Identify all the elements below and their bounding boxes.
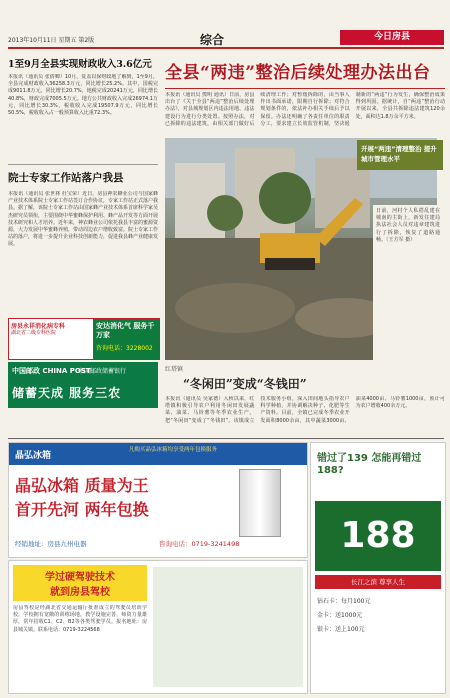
- ad-fridge-dealer: 经销地址：房县九州电器: [15, 540, 87, 548]
- section-title: 综合: [200, 33, 225, 47]
- main-article-body: 本报讯（通讯员 熊明 通讯）日前，房县出台了《关于全县“两违”整治后续处理办法》，对县城规划区内违法用地、违法建设行为进行分类处置。按照办法，对已拆除的违法建筑，由相关部门做好后续清理工作；对暂缓拆除的，由当事人作出书面承诺，限期自行拆除；对符合规划条件的，依法补办相关手续后予以保留。办法还明确了各责任单位的职责分工，要求建立长效监管机制，坚决遏制新的“两违”行为发生，确保整治成果得到巩固。据统计，自“两违”整治行动开展以来，全县共拆除违法建筑120余处，面积达1.8万余平方米。: [165, 92, 445, 127]
- ad-fridge-phone: 咨询电话：0719-3241498: [159, 540, 240, 548]
- article-experts: [8, 170, 158, 317]
- ad-school-title2: 就到房县驾校: [50, 587, 110, 598]
- side-highlight-label: 开展“两违”清理整治 提升城市管理水平: [361, 145, 437, 163]
- ad-fridge-headline1: 晶弘冰箱 质量为王: [15, 476, 149, 495]
- newspaper-logo: 今日房县: [340, 30, 444, 45]
- ad-fridge-headline2: 首开先河 两年包换: [15, 500, 149, 519]
- article-experts-body: 本报讯（通讯员 张世林 杜宝荣）近日，房县神农蜂业公司与国家蜂产业技术体系院士专家工作站签订合作协议，专家工作站正式落户我县。据了解，该院士专家工作站由国家蜂产业技术体系首席科学家吴杰研究员领衔，主要围绕中华蜜蜂保护利用、蜂产品开发等方面开展技术研究和人才培养。近年来，神农蜂业公司依托我县丰富的蜜源资源，大力发展中华蜜蜂养殖，带动周边农户增收致富。院士专家工作站的落户，将进一步提升企业科技创新能力，促进我县蜂产业健康发展。: [8, 191, 158, 248]
- photo-caption-box: [373, 205, 443, 365]
- article-winter-fields-body: 本报讯（通讯员 吴家德）入秋以来，红塔镇积极引导农户利用冬闲田发展蔬菜、油菜、马铃薯等冬季农业生产，把“冬闲田”变成了“冬钱田”。该镇成立技术服务小组，深入田间地头指导农户科学种植，并协调解决种子、化肥等生产资料。目前，全镇已完成冬季农业开发面积8000余亩，其中蔬菜3000亩、油菜4000亩、马铃薯1000亩，预计可为农户增收400余万元。: [165, 396, 445, 424]
- article-experts-title: 院士专家工作站落户我县: [8, 172, 124, 184]
- ad-clinic-phone: 咨询电话：3228002: [96, 345, 153, 352]
- ad-school: [8, 560, 308, 694]
- photo-caption: 日前，河村个人私搭乱建在城南的主街上，新发住建局执法社会人员对违章建筑进行了拆除，恢复了道路通畅。（王方军 摄）: [376, 208, 440, 243]
- list-item: 银卡：送上100元: [317, 626, 365, 633]
- ad-post-slogan: 储蓄天成 服务三农: [12, 386, 122, 400]
- fridge-image: [239, 469, 281, 537]
- issue-date: 2013年10月11日 星期五 第2版: [8, 37, 95, 44]
- ad-clinic-name: 房县永祥消化病专科: [11, 323, 66, 330]
- ad-telecom-items: [317, 595, 441, 637]
- divider: [8, 438, 444, 439]
- ad-telecom-sub: 长江之滨 尊享人生: [315, 575, 441, 589]
- ad-telecom-number: 188: [340, 515, 416, 556]
- main-article-header: [165, 58, 445, 88]
- ad-post-bank: 中国邮政储蓄银行: [78, 368, 127, 375]
- ad-school-body: 房县驾校是经湖北省交通运输厅批准成立的驾驶员培训学校，学校拥有宽敞的训练场地，教学设施完善，师资力量雄厚，常年招收C1、C2、B2等各类驾驶学员。报名地址：房县城关镇。联系电话：0719-3224568: [13, 605, 147, 633]
- ad-telecom: [310, 442, 446, 694]
- article-finance-body: 本报讯（通讯员 张倩卿）10月，复盖以保财政地了解到，1至9月，全县完成财政收入36258.3万元，同比增长25.2%。其中，国税完成9011.8万元，同比增长20.7%，地税完成20241万元，同比增长40.8%，财政完成7005.5万元。地方公共财政收入完成26974.1万元，同比增长30.3%，税收收入完成19507.9万元，同比增长50.5%，税收收入占一般预算收入比重72.3%。: [8, 74, 158, 117]
- article-winter-fields-kicker: 红塔镇: [165, 366, 184, 373]
- header-rule: [8, 47, 444, 49]
- ad-fridge-brand: 晶弘冰箱: [15, 451, 52, 461]
- ad-telecom-number-box: [315, 501, 441, 571]
- article-winter-fields-title: “冬闲田”变成“冬钱田”: [183, 377, 307, 391]
- ad-post: [8, 362, 158, 408]
- ad-post-name: 中国邮政 CHINA POST: [12, 367, 91, 375]
- article-finance-title: 1至9月全县实现财政收入3.6亿元: [8, 59, 152, 70]
- page-header: [0, 0, 450, 46]
- article-finance: [8, 56, 158, 162]
- side-highlight-box: [357, 140, 443, 170]
- ad-fridge: [8, 442, 308, 558]
- divider: [8, 164, 158, 165]
- ad-school-photo: [153, 567, 303, 687]
- ad-clinic-slogan: 安达消化气 服务千万家: [96, 322, 155, 339]
- list-item: 金卡：送1000元: [317, 612, 363, 619]
- list-item: 钻石卡：每月100元: [317, 598, 371, 605]
- ad-fridge-notice: 凡购买晶弘冰箱均享受两年包换服务: [129, 447, 218, 453]
- main-article-title: 全县“两违”整治后续处理办法出台: [165, 63, 431, 83]
- divider: [165, 88, 445, 89]
- ad-clinic: 房县永祥消化病专科 湖北省二级专科医院 安达消化气 服务千万家 咨询电话：3228002: [8, 318, 160, 360]
- ad-school-title-box: [13, 565, 147, 601]
- ad-telecom-headline: 错过了139 怎能再错过188?: [317, 453, 422, 476]
- ad-school-title1: 学过硬驾驶技术: [45, 572, 115, 583]
